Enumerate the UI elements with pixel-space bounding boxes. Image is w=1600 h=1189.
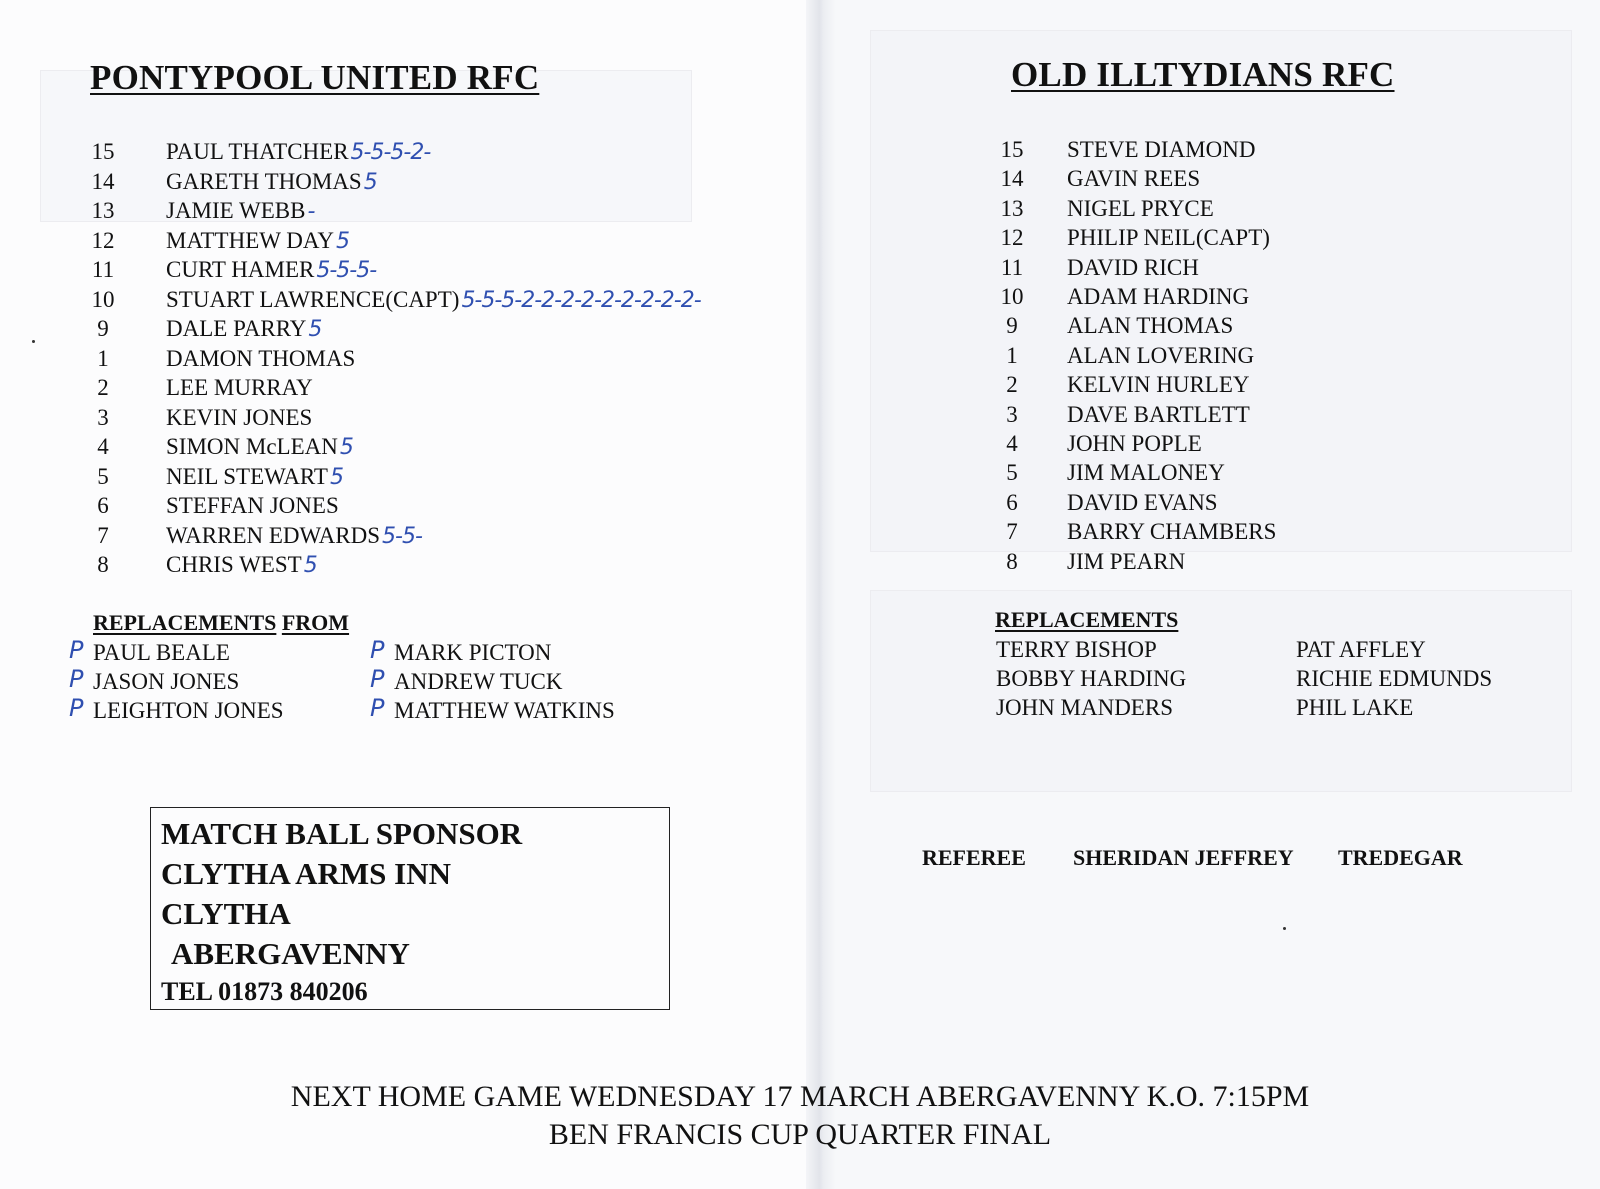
player-name — [166, 434, 353, 460]
player-row — [997, 519, 1557, 549]
handwritten-p-mark: P — [69, 665, 84, 693]
handwritten-note: - — [307, 199, 315, 224]
sponsor-name: CLYTHA ARMS INN — [161, 856, 451, 891]
player-number: 12 — [1000, 225, 1024, 251]
player-row — [997, 225, 1557, 255]
player-row — [88, 346, 808, 376]
handwritten-p-mark: P — [69, 694, 84, 722]
away-replacements-heading — [995, 607, 1178, 633]
player-name: ALAN THOMAS — [1067, 313, 1234, 339]
player-number: 5 — [1006, 460, 1018, 486]
player-row — [88, 523, 808, 553]
player-number: 2 — [97, 375, 109, 400]
player-row — [997, 490, 1557, 520]
player-row — [88, 287, 808, 317]
player-number: 15 — [1000, 137, 1024, 162]
replacement-name: PAT AFFLEY — [1296, 637, 1426, 662]
player-row — [997, 137, 1557, 167]
player-number: 13 — [91, 198, 115, 223]
player-row — [997, 460, 1557, 490]
player-row — [88, 139, 808, 169]
handwritten-note: 5 — [339, 435, 353, 460]
player-row — [88, 228, 808, 258]
player-name — [166, 523, 422, 549]
home-replacements-heading — [93, 610, 349, 636]
player-name: KELVIN HURLEY — [1067, 372, 1250, 398]
player-number: 1 — [97, 345, 109, 371]
player-number: 9 — [97, 316, 109, 341]
handwritten-note: 5 — [363, 169, 377, 195]
replacement-name: PAUL BEALE — [93, 640, 230, 665]
away-team-title: OLD ILLTYDIANS RFC — [1011, 55, 1395, 94]
player-name: PHILIP NEIL(CAPT) — [1067, 225, 1270, 251]
replacement-item — [69, 694, 284, 724]
replacement-name: PHIL LAKE — [1296, 695, 1414, 720]
replacement-name: BOBBY HARDING — [996, 666, 1187, 691]
handwritten-note: 5 — [336, 228, 350, 254]
handwritten-note: 5 — [329, 464, 343, 490]
player-name-text: DALE PARRY — [166, 316, 307, 341]
speck — [1283, 927, 1286, 930]
player-name: ALAN LOVERING — [1067, 342, 1255, 368]
player-name — [166, 552, 317, 578]
player-name: DAVID EVANS — [1067, 489, 1218, 515]
player-number: 4 — [97, 434, 109, 459]
player-number: 8 — [97, 552, 109, 577]
player-name: BARRY CHAMBERS — [1067, 519, 1277, 545]
player-row — [88, 552, 808, 582]
player-row — [997, 372, 1557, 402]
replacement-item — [370, 636, 552, 666]
player-row — [88, 434, 808, 464]
match-ball-sponsor-box — [150, 807, 670, 1010]
player-name — [166, 139, 430, 165]
referee-club: TREDEGAR — [1338, 845, 1463, 870]
replacement-name: TERRY BISHOP — [996, 637, 1157, 662]
player-row — [88, 493, 808, 523]
player-number: 14 — [91, 168, 115, 194]
player-row — [88, 405, 808, 435]
replacement-name: JASON JONES — [93, 669, 240, 694]
referee-name: SHERIDAN JEFFREY — [1073, 845, 1294, 870]
player-name-text: SIMON McLEAN — [166, 434, 338, 459]
player-name — [166, 169, 377, 195]
player-number: 8 — [1006, 548, 1018, 574]
player-row — [997, 313, 1557, 343]
player-number: 10 — [91, 286, 115, 312]
player-number: 15 — [91, 139, 115, 164]
player-number: 13 — [1000, 195, 1024, 221]
player-number: 3 — [97, 404, 109, 430]
replacement-name: RICHIE EDMUNDS — [1296, 666, 1493, 691]
player-row — [88, 257, 808, 287]
player-row — [88, 464, 808, 494]
replacement-name: ANDREW TUCK — [394, 669, 563, 694]
handwritten-note: 5-5- — [382, 523, 422, 549]
player-name-text: PAUL THATCHER — [166, 139, 349, 164]
player-name: ADAM HARDING — [1067, 284, 1250, 309]
handwritten-p-mark: P — [370, 694, 385, 722]
player-number: 10 — [1000, 284, 1024, 309]
sponsor-village: CLYTHA — [161, 896, 291, 931]
sponsor-town: ABERGAVENNY — [171, 936, 410, 971]
player-name — [166, 464, 343, 490]
player-number: 2 — [1006, 372, 1018, 398]
player-number: 1 — [1006, 342, 1018, 368]
player-name-text: STEFFAN JONES — [166, 493, 339, 518]
player-name-text: STUART LAWRENCE(CAPT) — [166, 286, 460, 312]
speck — [32, 340, 35, 343]
player-name: NIGEL PRYCE — [1067, 195, 1214, 221]
player-row — [997, 431, 1557, 461]
replacement-item — [69, 636, 230, 666]
player-number: 6 — [97, 493, 109, 518]
handwritten-p-mark: P — [69, 636, 84, 664]
player-name-text: KEVIN JONES — [166, 404, 313, 430]
replacement-name: MATTHEW WATKINS — [394, 698, 615, 723]
handwritten-p-mark: P — [370, 665, 385, 693]
player-number: 6 — [1006, 489, 1018, 515]
player-name: JIM MALONEY — [1067, 460, 1225, 486]
player-name: STEVE DIAMOND — [1067, 137, 1256, 162]
handwritten-note: 5 — [308, 317, 322, 342]
player-row — [997, 196, 1557, 226]
player-number: 7 — [97, 522, 109, 548]
player-row — [997, 284, 1557, 314]
replacement-item — [69, 665, 240, 695]
player-name — [166, 316, 321, 342]
player-row — [997, 166, 1557, 196]
player-number: 14 — [1000, 166, 1024, 192]
player-name-text: DAMON THOMAS — [166, 345, 356, 371]
replacement-name: MARK PICTON — [394, 640, 552, 665]
page-fold — [806, 0, 836, 1189]
player-number: 12 — [91, 227, 115, 253]
replacement-name: JOHN MANDERS — [996, 695, 1173, 720]
player-name — [166, 287, 701, 313]
player-name: DAVE BARTLETT — [1067, 401, 1250, 427]
player-name — [166, 375, 315, 401]
player-row — [88, 316, 808, 346]
player-name-text: WARREN EDWARDS — [166, 522, 381, 548]
player-number: 3 — [1006, 401, 1018, 427]
sponsor-heading: MATCH BALL SPONSOR — [161, 816, 523, 851]
player-name-text: JAMIE WEBB — [166, 198, 306, 223]
player-name-text: NEIL STEWART — [166, 463, 328, 489]
player-name-text: CURT HAMER — [166, 257, 315, 282]
player-row — [88, 169, 808, 199]
handwritten-note: 5-5-5- — [316, 258, 377, 283]
player-name — [166, 493, 341, 519]
player-name: GAVIN REES — [1067, 166, 1201, 192]
player-name-text: CHRIS WEST — [166, 552, 302, 577]
player-name — [166, 198, 314, 224]
player-name — [166, 405, 314, 431]
replacement-name: LEIGHTON JONES — [93, 698, 284, 723]
player-row — [997, 255, 1557, 285]
replacements-label: REPLACEMENTS — [93, 610, 277, 635]
competition-line: BEN FRANCIS CUP QUARTER FINAL — [548, 1118, 1052, 1151]
handwritten-p-mark: P — [370, 636, 385, 664]
player-name-text: GARETH THOMAS — [166, 168, 362, 194]
sponsor-telephone: TEL 01873 840206 — [161, 977, 368, 1006]
player-row — [88, 198, 808, 228]
player-name: JIM PEARN — [1067, 548, 1186, 574]
player-number: 5 — [97, 463, 109, 489]
handwritten-note: 5-5-5-2- — [350, 140, 431, 165]
player-name-text: MATTHEW DAY — [166, 227, 335, 253]
player-name — [166, 228, 349, 254]
home-team-title: PONTYPOOL UNITED RFC — [90, 58, 540, 97]
player-number: 9 — [1006, 313, 1018, 339]
replacement-item — [370, 665, 563, 695]
replacements-from: FROM — [281, 610, 350, 635]
next-game-line: NEXT HOME GAME WEDNESDAY 17 MARCH ABERGAVENNY K.O. 7:15PM — [290, 1080, 1310, 1113]
player-number: 11 — [91, 257, 115, 282]
player-number: 4 — [1006, 431, 1018, 456]
player-row — [88, 375, 808, 405]
handwritten-note: 5-5-5-2-2-2-2-2-2-2-2-2- — [461, 287, 701, 313]
referee-label: REFEREE — [922, 845, 1026, 870]
handwritten-note: 5 — [303, 553, 317, 578]
player-row — [997, 343, 1557, 373]
replacement-item — [370, 694, 615, 724]
player-number: 7 — [1006, 519, 1018, 545]
player-row — [997, 402, 1557, 432]
player-name-text: LEE MURRAY — [166, 375, 313, 400]
player-name: DAVID RICH — [1067, 254, 1199, 280]
player-name: JOHN POPLE — [1067, 431, 1202, 456]
player-number: 11 — [1000, 254, 1024, 280]
player-row — [997, 549, 1557, 579]
player-name — [166, 346, 357, 372]
replacements-label: REPLACEMENTS — [995, 607, 1179, 632]
player-name — [166, 257, 376, 283]
